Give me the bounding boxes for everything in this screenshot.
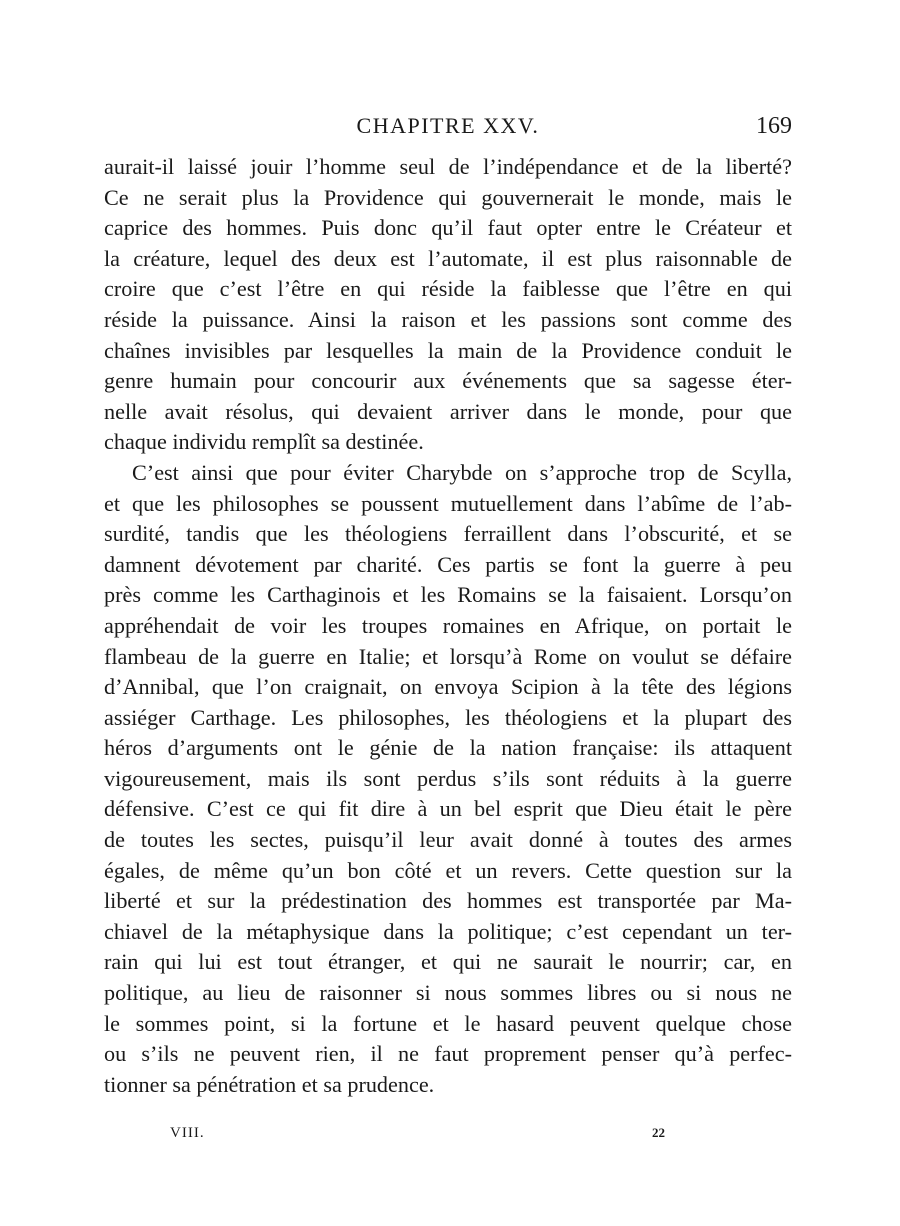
text-line: aurait-il laissé jouir l’homme seul de l’indépendance et de la liberté?: [104, 154, 792, 179]
paragraph: [104, 152, 792, 458]
text-line: le sommes point, si la fortune et le hasard peuvent quelque chose: [104, 1010, 792, 1036]
text-line: et que les philosophes se poussent mutuellement dans l’abîme de l’ab-: [104, 490, 792, 516]
text-line: d’Annibal, que l’on craignait, on envoya Scipion à la tête des légions: [104, 674, 792, 700]
text-line: damnent dévotement par charité. Ces partis se font la guerre à peu: [104, 551, 792, 577]
text-line: égales, de même qu’un bon côté et un revers. Cette question sur la: [104, 857, 792, 883]
text-line: rain qui lui est tout étranger, et qui ne saurait le nourrir; car, en: [104, 949, 792, 975]
text-line: flambeau de la guerre en Italie; et lorsqu’à Rome on voulut se défaire: [104, 643, 792, 669]
text-line: chaque individu remplît sa destinée.: [104, 429, 424, 455]
text-line: C’est ainsi que pour éviter Charybde on s’approche trop de Scylla,: [132, 459, 792, 485]
sheet-signature: 22: [652, 1125, 665, 1140]
text-line: vigoureusement, mais ils sont perdus s’ils sont réduits à la guerre: [104, 765, 792, 791]
running-head: [104, 111, 792, 145]
text-line: chiavel de la métaphysique dans la politique; c’est cependant un ter-: [104, 918, 792, 944]
text-line: liberté et sur la prédestination des hommes est transportée par Ma-: [104, 888, 792, 914]
text-line: appréhendait de voir les troupes romaines en Afrique, on portait le: [104, 612, 792, 638]
page-footer: [104, 1125, 792, 1145]
paragraph: [104, 458, 792, 1100]
text-line: Ce ne serait plus la Providence qui gouvernerait le monde, mais le: [104, 184, 792, 210]
text-line: de toutes les sectes, puisqu’il leur avait donné à toutes des armes: [104, 827, 792, 853]
text-line: ou s’ils ne peuvent rien, il ne faut proprement penser qu’à perfec-: [104, 1041, 792, 1067]
text-line: caprice des hommes. Puis donc qu’il faut opter entre le Créateur et: [104, 215, 792, 241]
text-line: genre humain pour concourir aux événements que sa sagesse éter-: [104, 368, 792, 394]
text-line: près comme les Carthaginois et les Romains se la faisaient. Lorsqu’on: [104, 582, 792, 608]
chapter-title: CHAPITRE XXV.: [356, 113, 540, 138]
text-line: tionner sa pénétration et sa prudence.: [104, 1071, 435, 1097]
text-line: surdité, tandis que les théologiens ferraillent dans l’obscurité, et se: [104, 521, 792, 547]
text-line: chaînes invisibles par lesquelles la main de la Providence conduit le: [104, 337, 792, 363]
volume-signature: VIII.: [170, 1125, 205, 1141]
body-text: [104, 152, 792, 1100]
text-line: croire que c’est l’être en qui réside la faiblesse que l’être en qui: [104, 276, 792, 302]
page-number: 169: [756, 113, 792, 139]
text-line: assiéger Carthage. Les philosophes, les théologiens et la plupart des: [104, 704, 792, 730]
text-line: défensive. C’est ce qui fit dire à un bel esprit que Dieu était le père: [104, 796, 792, 822]
text-line: politique, au lieu de raisonner si nous sommes libres ou si nous ne: [104, 980, 792, 1006]
text-line: nelle avait résolus, qui devaient arriver dans le monde, pour que: [104, 398, 792, 424]
text-line: héros d’arguments ont le génie de la nation française: ils attaquent: [104, 735, 792, 761]
text-line: la créature, lequel des deux est l’automate, il est plus raisonnable de: [104, 245, 792, 271]
text-line: réside la puissance. Ainsi la raison et les passions sont comme des: [104, 306, 792, 332]
